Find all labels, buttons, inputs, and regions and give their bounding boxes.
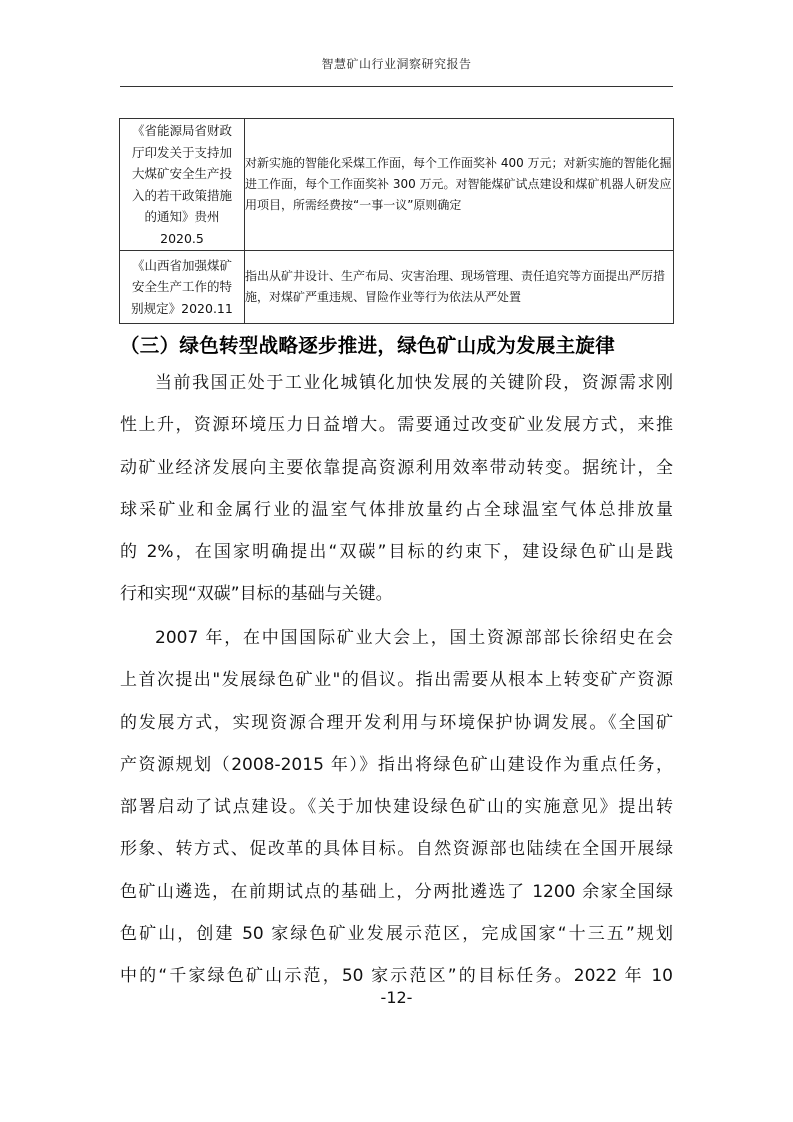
paragraph-line: 的发展方式，实现资源合理开发利用与环境保护协调发展。《全国矿: [120, 712, 673, 733]
paragraph-line: 产资源规划（2008-2015 年）》指出将绿色矿山建设作为重点任务，: [120, 754, 673, 775]
policy-name-line: 别规定》2020.11: [131, 300, 233, 316]
paragraph-line: 形象、转方式、促改革的具体目标。自然资源部也陆续在全国开展绿: [120, 839, 673, 860]
policy-name-line: 厅印发关于支持加: [131, 144, 232, 160]
policy-table: [119, 118, 674, 324]
policy-name-line: 的通知》贵州: [144, 209, 220, 224]
policy-name-cell: [120, 251, 245, 324]
paragraph-line: 动矿业经济发展向主要依靠提高资源利用效率带动转变。据统计，全: [120, 457, 673, 478]
page-header: 智慧矿山行业洞察研究报告: [321, 57, 472, 71]
policy-name-line: 2020.5: [160, 230, 204, 246]
section-heading: （三）绿色转型战略逐步推进，绿色矿山成为发展主旋律: [120, 334, 616, 357]
paragraph-line: 中的“千家绿色矿山示范，50 家示范区”的目标任务。2022 年 10: [120, 966, 673, 987]
paragraph-line: 球采矿业和金属行业的温室气体排放量约占全球温室气体总排放量: [120, 499, 673, 520]
header-divider: [120, 86, 673, 87]
paragraph-line: 色矿山，创建 50 家绿色矿业发展示范区，完成国家“十三五”规划: [120, 924, 673, 945]
paragraph-line: 行和实现“双碳”目标的基础与关键。: [120, 584, 393, 605]
policy-name-line: 大煤矿安全生产投: [131, 166, 232, 181]
policy-name-cell: [120, 119, 245, 251]
paragraph-2: [120, 617, 673, 998]
paragraph-line: 色矿山遴选，在前期试点的基础上，分两批遴选了 1200 余家全国绿: [120, 881, 673, 902]
page-number: -12-: [380, 988, 413, 1007]
policy-content-cell: 对新实施的智能化采煤工作面，每个工作面奖补 400 万元；对新实施的智能化掘进工作面，每个工作面奖补 300 万元。对智能煤矿试点建设和煤矿机器人研发应用项目，所需经费按“一事一议”原则确定: [245, 119, 674, 251]
policy-name-line: 《山西省加强煤矿: [131, 257, 232, 273]
paragraph-line: 的 2%，在国家明确提出“双碳”目标的约束下，建设绿色矿山是践: [120, 542, 673, 563]
paragraph-line: 性上升，资源环境压力日益增大。需要通过改变矿业发展方式，来推: [120, 415, 673, 436]
policy-name-line: 入的若干政策措施: [131, 187, 232, 203]
paragraph-1: [120, 362, 673, 616]
paragraph-line: 当前我国正处于工业化城镇化加快发展的关键阶段，资源需求刚: [155, 373, 673, 393]
policy-content-cell: 指出从矿井设计、生产布局、灾害治理、现场管理、责任追究等方面提出严厉措施，对煤矿严重违规、冒险作业等行为依法从严处置: [245, 251, 674, 324]
paragraph-line: 2007 年，在中国国际矿业大会上，国土资源部部长徐绍史在会: [155, 628, 673, 648]
table-row: [120, 119, 674, 251]
paragraph-line: 上首次提出"发展绿色矿业"的倡议。指出需要从根本上转变矿产资源: [120, 670, 673, 691]
table-row: [120, 251, 674, 324]
policy-name-line: 《省能源局省财政: [131, 123, 232, 138]
policy-name-line: 安全生产工作的特: [131, 279, 232, 295]
paragraph-line: 部署启动了试点建设。《关于加快建设绿色矿山的实施意见》提出转: [120, 797, 673, 818]
